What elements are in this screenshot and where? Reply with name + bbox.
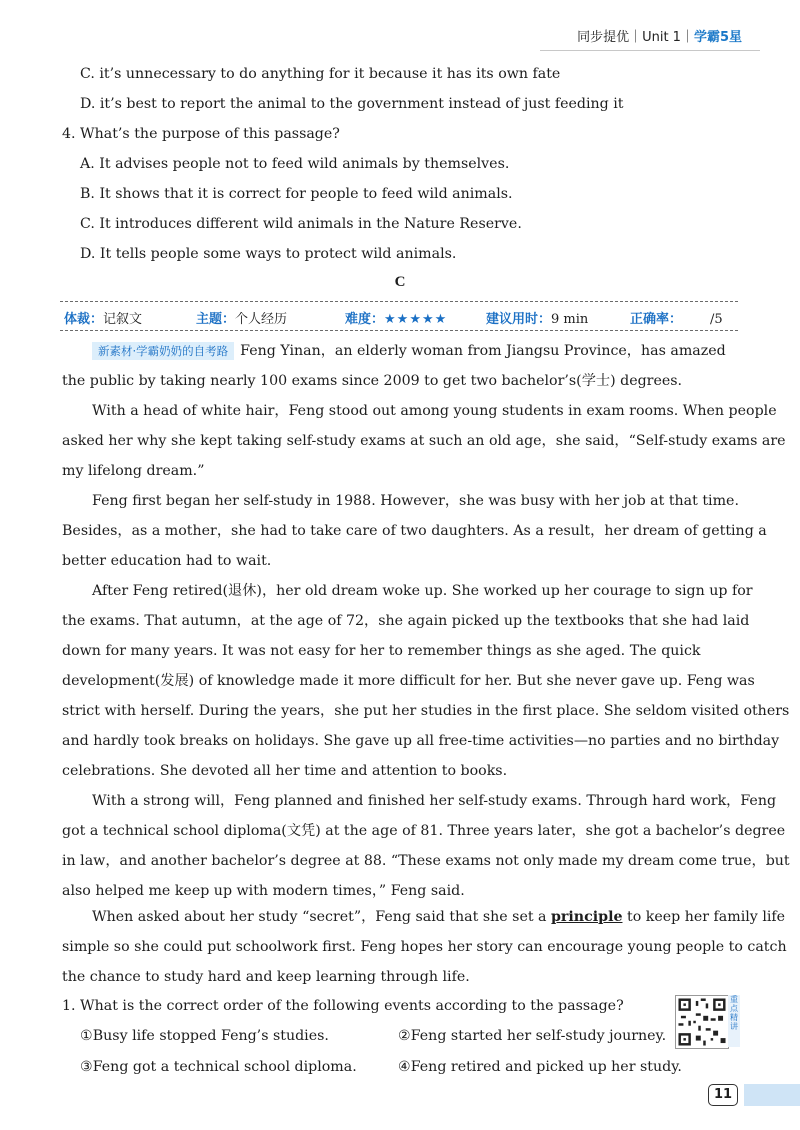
q1-option-3: ③Feng got a technical school diploma. bbox=[80, 1059, 357, 1075]
accuracy-info: 正确率： /5 bbox=[630, 312, 723, 327]
passage-line: When asked about her study “secret”，Feng said that she set a principle to keep her family life bbox=[92, 909, 786, 925]
passage-line: and hardly took breaks on holidays. She gave up all free-time activities—no parties and no birthday bbox=[62, 733, 780, 749]
q4-option-a: A. It advises people not to feed wild animals by themselves. bbox=[80, 156, 510, 172]
passage-line: the chance to study hard and keep learning through life. bbox=[62, 969, 470, 985]
passage-line: celebrations. She devoted all her time and attention to books. bbox=[62, 763, 508, 779]
passage-line: better education had to wait. bbox=[62, 553, 272, 569]
page-number: 11 bbox=[708, 1084, 738, 1106]
theme-info: 主题：个人经历 bbox=[196, 312, 288, 327]
passage-line: the public by taking nearly 100 exams since 2009 to get two bachelor’s(学士) degrees. bbox=[62, 373, 683, 389]
passage-line: simple so she could put schoolwork first. Feng hopes her story can encourage young people to catch bbox=[62, 939, 787, 955]
passage-line: strict with herself. During the years，she put her studies in the first place. She seldom visited others bbox=[62, 703, 790, 719]
passage-line: the exams. That autumn，at the age of 72，she again picked up the textbooks that she had laid bbox=[62, 613, 750, 629]
passage-line: 新素材·学霸奶奶的自考路 Feng Yinan，an elderly woman from Jiangsu Province，has amazed bbox=[92, 341, 726, 361]
q1-option-4: ④Feng retired and picked up her study. bbox=[398, 1059, 682, 1075]
page-tab-decoration bbox=[744, 1084, 800, 1106]
q4-option-d: D. It tells people some ways to protect wild animals. bbox=[80, 246, 457, 262]
q4-option-b: B. It shows that it is correct for people to feed wild animals. bbox=[80, 186, 513, 202]
passage-line: With a head of white hair，Feng stood out among young students in exam rooms. When people bbox=[92, 403, 777, 419]
qr-label: 重点精讲 bbox=[728, 995, 740, 1047]
qr-code-icon[interactable] bbox=[675, 995, 729, 1049]
question-1: 1. What is the correct order of the following events according to the passage? bbox=[62, 998, 624, 1014]
option-c-prev: C. it’s unnecessary to do anything for it because it has its own fate bbox=[80, 66, 561, 82]
difficulty-stars-icon: ★★★★★ bbox=[384, 312, 448, 327]
question-4: 4. What’s the purpose of this passage? bbox=[62, 126, 340, 142]
passage-line: With a strong will，Feng planned and finished her self-study exams. Through hard work，Feng bbox=[92, 793, 777, 809]
passage-line: got a technical school diploma(文凭) at the age of 81. Three years later，she got a bachelor’s degree bbox=[62, 823, 786, 839]
q1-option-2: ②Feng started her self-study journey. bbox=[398, 1028, 667, 1044]
passage-line: also helped me keep up with modern times，” Feng said. bbox=[62, 883, 465, 899]
time-info: 建议用时：9 min bbox=[486, 312, 589, 327]
option-d-prev: D. it’s best to report the animal to the government instead of just feeding it bbox=[80, 96, 624, 112]
passage-line: down for many years. It was not easy for her to remember things as she aged. The quick bbox=[62, 643, 701, 659]
passage-line: in law，and another bachelor’s degree at 88. “These exams not only made my dream come true，but bbox=[62, 853, 790, 869]
material-tag: 新素材·学霸奶奶的自考路 bbox=[92, 342, 234, 360]
passage-line: development(发展) of knowledge made it more difficult for her. But she never gave up. Feng was bbox=[62, 673, 755, 689]
passage-line: Feng first began her self-study in 1988. However，she was busy with her job at that time. bbox=[92, 493, 739, 509]
brand-logo: 学霸5星 bbox=[693, 30, 742, 45]
keyword-principle: principle bbox=[551, 909, 623, 925]
passage-line: asked her why she kept taking self-study exams at such an old age，she said，“Self-study exams are bbox=[62, 433, 786, 449]
q4-option-c: C. It introduces different wild animals in the Nature Reserve. bbox=[80, 216, 522, 232]
difficulty-info: 难度：★★★★★ bbox=[345, 312, 448, 327]
section-heading: C bbox=[394, 274, 406, 290]
header-divider bbox=[540, 50, 760, 51]
passage-line: my lifelong dream.” bbox=[62, 463, 205, 479]
passage-line: Besides，as a mother，she had to take care of two daughters. As a result，her dream of getting a bbox=[62, 523, 767, 539]
page-header bbox=[0, 18, 800, 52]
header-text: 同步提优｜Unit 1｜学霸5星 bbox=[577, 30, 742, 45]
q1-option-1: ①Busy life stopped Feng’s studies. bbox=[80, 1028, 329, 1044]
genre-info: 体裁：记叙文 bbox=[64, 312, 143, 327]
info-bar bbox=[60, 301, 738, 331]
passage-line: After Feng retired(退休)，her old dream woke up. She worked up her courage to sign up for bbox=[92, 583, 753, 599]
